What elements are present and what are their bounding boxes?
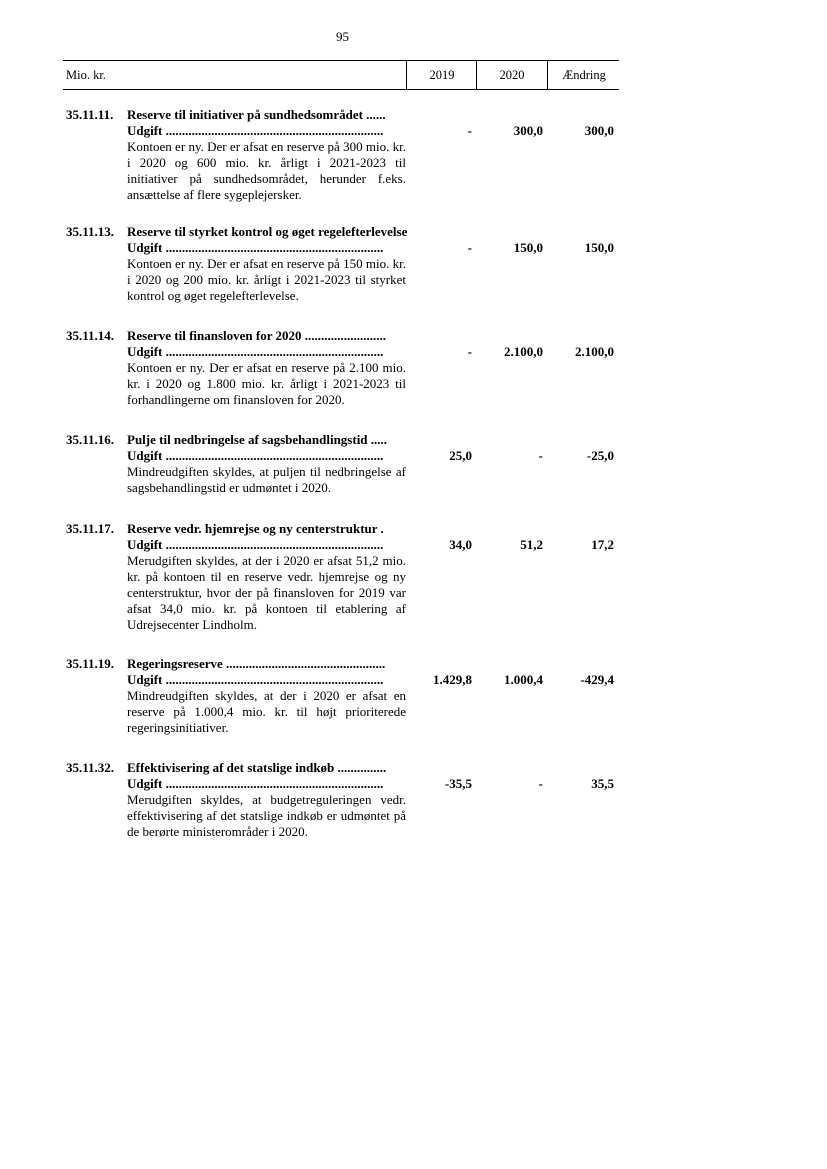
account-description: Kontoen er ny. Der er afsat en reserve på 300 mio. kr. i 2020 og 600 mio. kr. årligt i 2021-2023 til initiativer på sundhedsområdet, herunder f.eks. ansættelse af flere sygeplejersker. bbox=[127, 139, 406, 202]
expense-label: Udgift ................................................................... bbox=[127, 537, 384, 552]
value-2019: - bbox=[467, 240, 472, 255]
column-2020: 2020 bbox=[476, 61, 547, 89]
value-change: 2.100,0 bbox=[575, 344, 614, 359]
value-2019: -35,5 bbox=[444, 776, 472, 791]
account-number: 35.11.19. bbox=[66, 656, 115, 671]
value-2020: 150,0 bbox=[513, 240, 543, 255]
value-change: 150,0 bbox=[584, 240, 614, 255]
account-title: Reserve til styrket kontrol og øget regelefterlevelse bbox=[127, 224, 408, 239]
value-2020: 300,0 bbox=[513, 123, 543, 138]
expense-label: Udgift ................................................................... bbox=[127, 448, 384, 463]
value-2019: 1.429,8 bbox=[433, 672, 472, 687]
account-description: Kontoen er ny. Der er afsat en reserve på 2.100 mio. kr. i 2020 og 1.800 mio. kr. årligt i 2021-2023 til forhandlingerne om finansloven for 2020. bbox=[127, 360, 406, 407]
account-title: Reserve vedr. hjemrejse og ny centerstruktur . bbox=[127, 521, 384, 536]
expense-label: Udgift ................................................................... bbox=[127, 672, 384, 687]
account-description: Mindreudgiften skyldes, at der i 2020 er afsat en reserve på 1.000,4 mio. kr. til højt prioriterede regeringsinitiativer. bbox=[127, 688, 406, 735]
account-number: 35.11.17. bbox=[66, 521, 115, 536]
expense-label: Udgift ................................................................... bbox=[127, 240, 384, 255]
account-description: Mindreudgiften skyldes, at puljen til nedbringelse af sagsbehandlingstid er udmøntet i 2020. bbox=[127, 464, 406, 495]
account-title: Reserve til finansloven for 2020 ......................... bbox=[127, 328, 387, 343]
account-title: Reserve til initiativer på sundhedsområdet ...... bbox=[127, 107, 386, 122]
account-title: Regeringsreserve ................................................. bbox=[127, 656, 386, 671]
account-number: 35.11.32. bbox=[66, 760, 115, 775]
value-2020: - bbox=[538, 776, 543, 791]
expense-label: Udgift ................................................................... bbox=[127, 123, 384, 138]
unit-label: Mio. kr. bbox=[66, 68, 106, 82]
value-change: -25,0 bbox=[586, 448, 614, 463]
expense-label: Udgift ................................................................... bbox=[127, 776, 384, 791]
value-change: -429,4 bbox=[580, 672, 614, 687]
column-change: Ændring bbox=[547, 61, 620, 89]
value-2020: - bbox=[538, 448, 543, 463]
account-description: Merudgiften skyldes, at budgetreguleringen vedr. effektivisering af det statslige indkøb er udmøntet på de berørte ministerområder i 2020. bbox=[127, 792, 406, 839]
value-2019: - bbox=[467, 123, 472, 138]
column-2019: 2019 bbox=[406, 61, 477, 89]
account-number: 35.11.16. bbox=[66, 432, 115, 447]
value-2019: - bbox=[467, 344, 472, 359]
value-2019: 34,0 bbox=[449, 537, 472, 552]
account-title: Effektivisering af det statslige indkøb ............... bbox=[127, 760, 387, 775]
account-number: 35.11.11. bbox=[66, 107, 114, 122]
value-2020: 2.100,0 bbox=[504, 344, 543, 359]
value-2019: 25,0 bbox=[449, 448, 472, 463]
value-2020: 51,2 bbox=[520, 537, 543, 552]
expense-label: Udgift ................................................................... bbox=[127, 344, 384, 359]
value-change: 17,2 bbox=[591, 537, 614, 552]
account-title: Pulje til nedbringelse af sagsbehandlingstid ..... bbox=[127, 432, 388, 447]
account-description: Kontoen er ny. Der er afsat en reserve på 150 mio. kr. i 2020 og 200 mio. kr. årligt i 2021-2023 til styrket kontrol og øget regelefterlevelse. bbox=[127, 256, 406, 303]
account-number: 35.11.13. bbox=[66, 224, 115, 239]
value-2020: 1.000,4 bbox=[504, 672, 543, 687]
table-header bbox=[63, 60, 619, 90]
value-change: 300,0 bbox=[584, 123, 614, 138]
account-description: Merudgiften skyldes, at der i 2020 er afsat 51,2 mio. kr. på kontoen til en reserve vedr. hjemrejse og ny centerstruktur, hvor der på finansloven for 2019 var afsat 34,0 mio. kr. på kontoen til etablering af Udrejsecenter Lindholm. bbox=[127, 553, 406, 632]
account-number: 35.11.14. bbox=[66, 328, 115, 343]
value-change: 35,5 bbox=[591, 776, 614, 791]
page-number: 95 bbox=[336, 29, 349, 44]
